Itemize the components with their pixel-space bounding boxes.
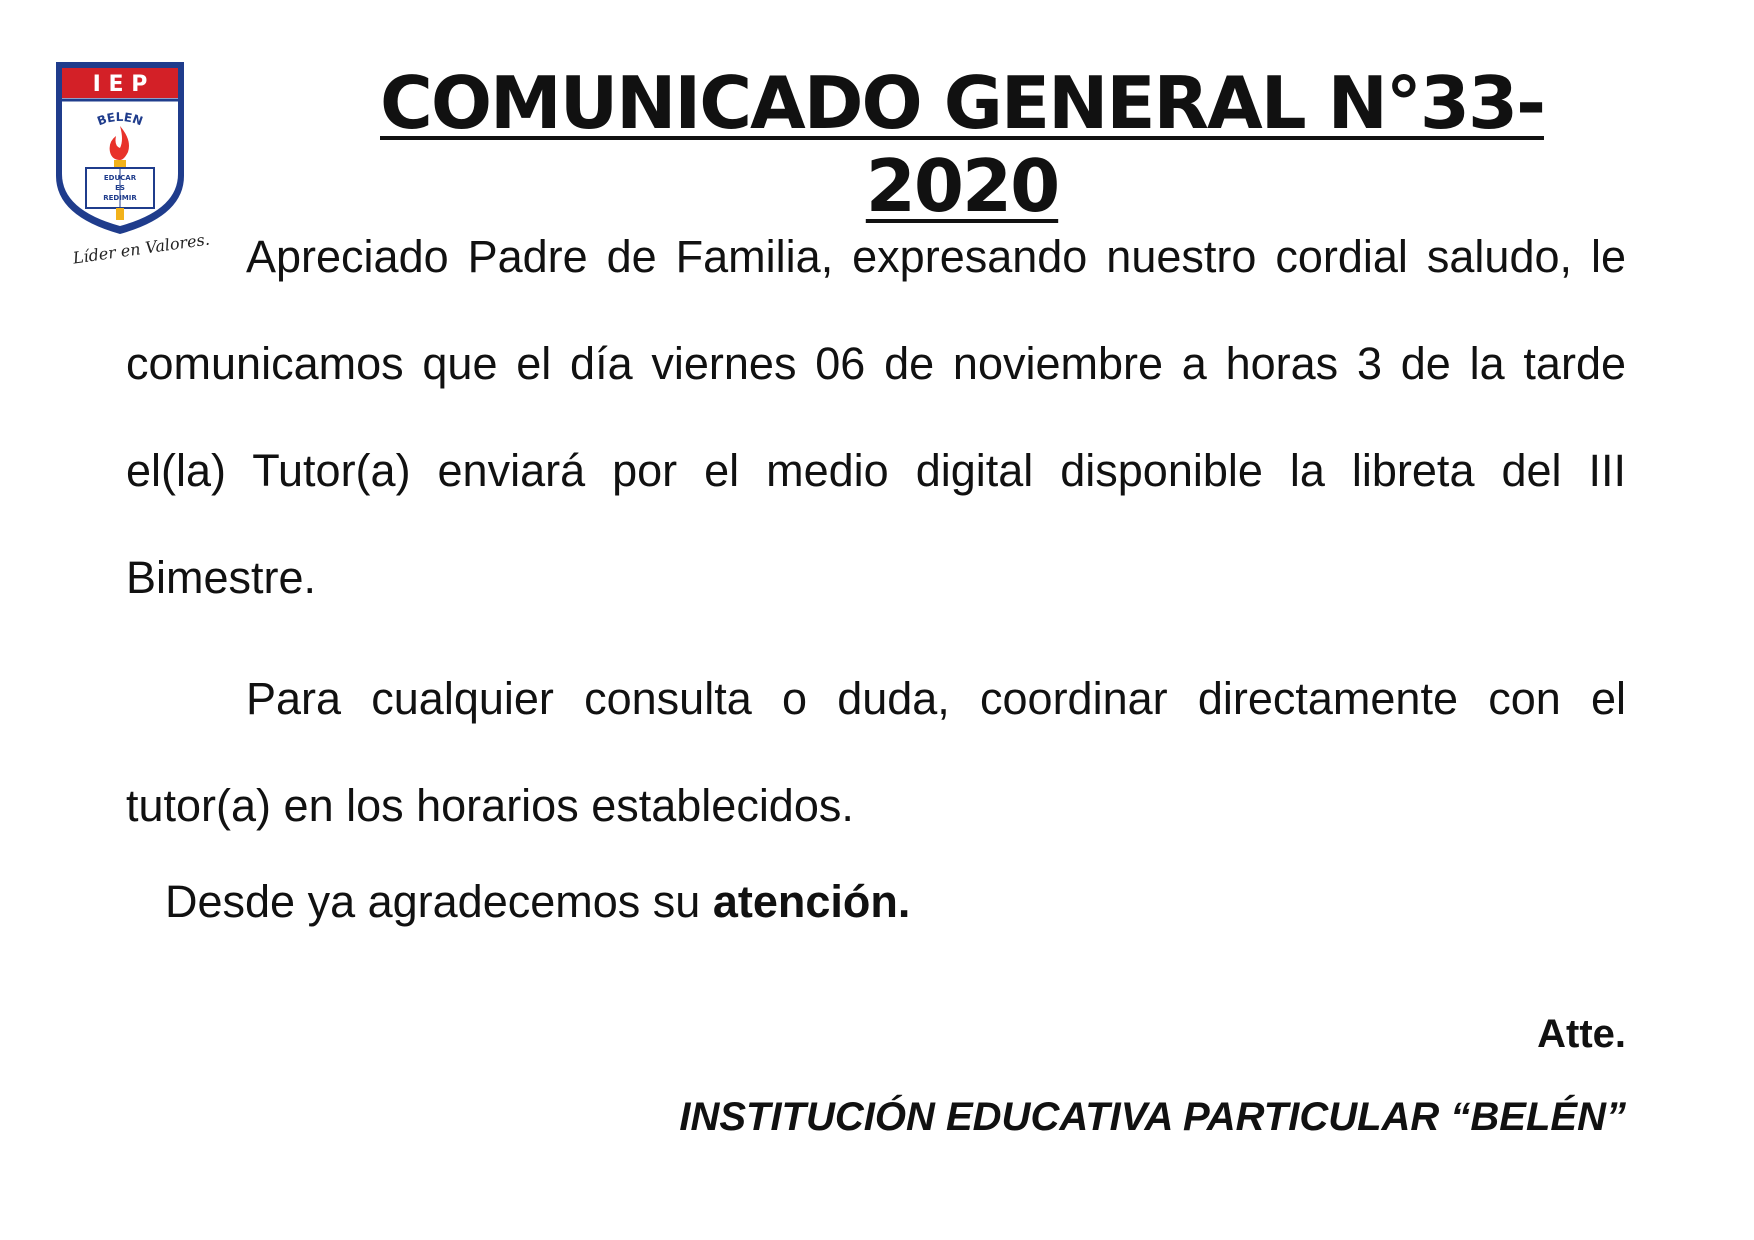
closing-bold: atención.	[712, 876, 911, 927]
logo-book-text-3: REDIMIR	[103, 194, 137, 202]
signature-institution: INSTITUCIÓN EDUCATIVA PARTICULAR “BELÉN”	[679, 1095, 1626, 1139]
paragraph-2: Para cualquier consulta o duda, coordinar directamente con el tutor(a) en los horarios establecidos.	[126, 673, 1626, 831]
closing-prefix: Desde ya agradecemos su	[165, 876, 713, 927]
logo-arc-text: BELEN	[95, 109, 145, 129]
logo-book-text-2: ES	[115, 184, 125, 192]
page-title: COMUNICADO GENERAL N°33-2020	[380, 61, 1544, 228]
paragraph-1: Apreciado Padre de Familia, expresando nuestro cordial saludo, le comunicamos que el día viernes 06 de noviembre a horas 3 de la tarde el(la) Tutor(a) enviará por el medio digital disponible la libreta del III Bimestre.	[126, 231, 1626, 603]
signature-atte: Atte.	[1537, 1012, 1626, 1056]
logo-banner-text: I E P	[92, 72, 148, 97]
logo-motto: Líder en Valores.	[71, 229, 211, 268]
logo-book-text-1: EDUCAR	[103, 174, 137, 182]
closing-line	[165, 872, 1665, 932]
